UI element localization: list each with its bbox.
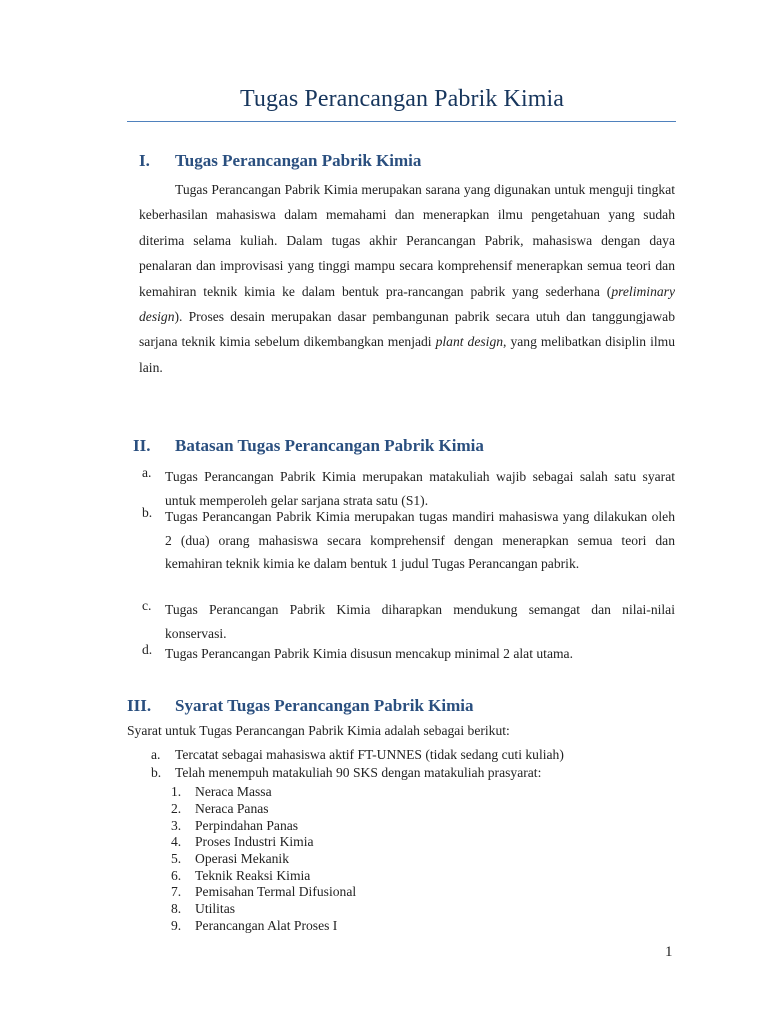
list-item-label: a. [142, 465, 152, 480]
list-item-label: b. [151, 765, 162, 780]
course-name: Pemisahan Termal Difusional [195, 884, 357, 899]
section-3-title: Syarat Tugas Perancangan Pabrik Kimia [175, 696, 474, 715]
list-item-text: Tugas Perancangan Pabrik Kimia merupakan tugas mandiri mahasiswa yang dilakukan oleh 2 (dua) orang mahasiswa secara komprehensif dengan menerapkan semua teori dan kemahiran teknik kimia ke dalam bentuk 1 judul Tugas Perancangan pabrik. [165, 509, 675, 571]
section-1-number: I. [139, 151, 150, 170]
course-number: 7. [171, 884, 182, 899]
list-item-label: a. [151, 747, 161, 762]
course-number: 8. [171, 901, 182, 916]
course-name: Neraca Panas [195, 801, 269, 816]
section-2-title: Batasan Tugas Perancangan Pabrik Kimia [175, 436, 484, 455]
list-item-text: Tugas Perancangan Pabrik Kimia disusun mencakup minimal 2 alat utama. [165, 646, 573, 661]
course-number: 6. [171, 868, 182, 883]
paragraph-emphasis: plant design [435, 334, 504, 350]
section-1-paragraph [139, 177, 675, 380]
list-item-text: Tugas Perancangan Pabrik Kimia diharapkan mendukung semangat dan nilai-nilai konservasi. [165, 602, 675, 641]
course-number: 2. [171, 801, 182, 816]
course-number: 4. [171, 834, 182, 849]
section-2-number: II. [133, 436, 151, 455]
list-item-text: Tugas Perancangan Pabrik Kimia merupakan matakuliah wajib sebagai salah satu syarat untuk memperoleh gelar sarjana strata satu (S1). [165, 469, 675, 508]
course-name: Perancangan Alat Proses I [195, 918, 338, 933]
section-1-title: Tugas Perancangan Pabrik Kimia [175, 151, 422, 170]
paragraph-text: ). Proses desain merupakan dasar pembangunan pabrik secara utuh dan tanggungjawab sarjana teknik kimia sebelum dikembangkan menjadi [139, 309, 675, 350]
course-number: 5. [171, 851, 182, 866]
course-name: Proses Industri Kimia [195, 834, 314, 849]
course-name: Teknik Reaksi Kimia [195, 868, 311, 883]
course-number: 1. [171, 784, 182, 799]
title-divider [127, 121, 676, 122]
list-item-label: b. [142, 505, 153, 520]
list-item-label: d. [142, 642, 153, 657]
paragraph-emphasis: preliminary design [139, 283, 675, 325]
list-item-text: Tercatat sebagai mahasiswa aktif FT-UNNES (tidak sedang cuti kuliah) [175, 747, 564, 762]
paragraph-text: Tugas Perancangan Pabrik Kimia merupakan sarana yang digunakan untuk menguji tingkat keberhasilan mahasiswa dalam memahami dan menerapkan ilmu pengetahuan yang sudah diterima selama kuliah. Dalam tugas akhir Perancangan Pabrik, mahasiswa dengan daya penalaran dan improvisasi yang tinggi mampu secara komprehensif menerapkan semua teori dan kemahiran teknik kimia ke dalam bentuk pra-rancangan pabrik yang sederhana ( [139, 182, 675, 299]
paragraph-text: , yang melibatkan disiplin ilmu lain. [139, 334, 676, 375]
page-title: Tugas Perancangan Pabrik Kimia [239, 86, 565, 112]
course-number: 9. [171, 918, 182, 933]
list-item-label: c. [142, 598, 152, 613]
course-number: 3. [171, 818, 182, 833]
section-3-intro: Syarat untuk Tugas Perancangan Pabrik Kimia adalah sebagai berikut: [127, 723, 510, 738]
course-name: Neraca Massa [195, 784, 272, 799]
page-number: 1 [665, 944, 673, 960]
section-3-number: III. [127, 696, 152, 715]
course-name: Operasi Mekanik [195, 851, 289, 866]
list-item-text: Telah menempuh matakuliah 90 SKS dengan matakuliah prasyarat: [175, 765, 542, 780]
course-name: Utilitas [195, 901, 236, 916]
course-name: Perpindahan Panas [195, 818, 299, 833]
